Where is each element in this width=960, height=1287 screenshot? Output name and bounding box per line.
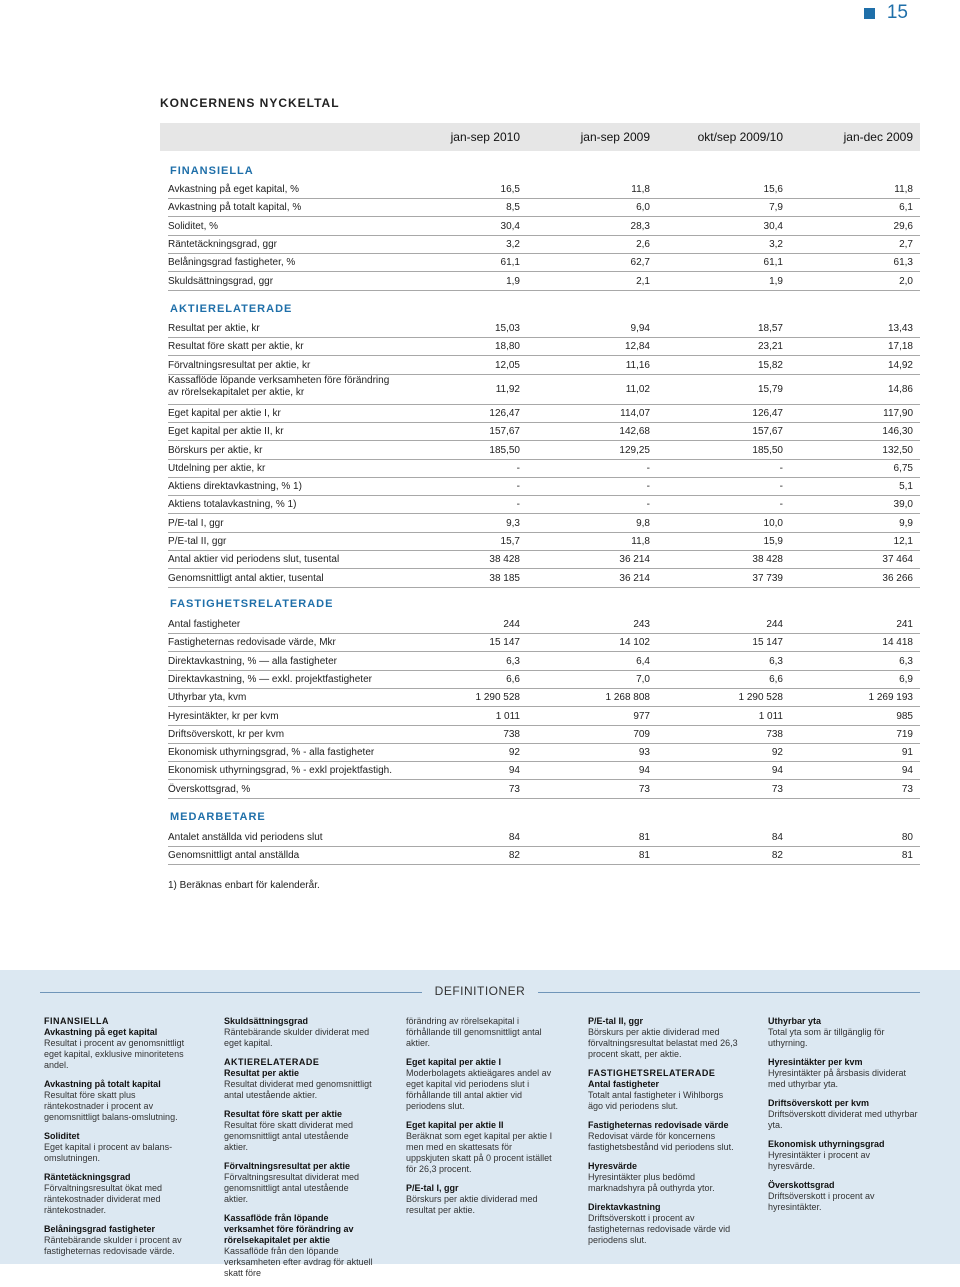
table-row — [168, 615, 920, 634]
cell-value: 94 — [771, 765, 783, 777]
row-label: Resultat före skatt per aktie, kr — [168, 341, 304, 353]
definitions-column — [588, 1016, 738, 1254]
row-label: Förvaltningsresultat per aktie, kr — [168, 359, 311, 371]
cell-value: 6,6 — [769, 673, 783, 685]
table-row — [168, 477, 920, 496]
row-label: Hyresintäkter, kr per kvm — [168, 710, 279, 722]
cell-value: - — [779, 499, 783, 511]
definition-entry — [406, 1057, 556, 1112]
column-header: jan-sep 2009 — [580, 130, 650, 144]
definition-entry — [44, 1172, 194, 1216]
definition-term: Ekonomisk uthyrningsgrad — [768, 1139, 885, 1149]
page-number — [864, 2, 908, 24]
cell-value: 29,6 — [893, 220, 913, 232]
page-title: KONCERNENS NYCKELTAL — [160, 96, 340, 110]
definition-entry — [768, 1057, 918, 1090]
cell-value: 38 428 — [752, 554, 783, 566]
cell-value: 2,0 — [899, 275, 913, 287]
definitions-heading: DEFINITIONER — [434, 984, 526, 998]
column-header: jan-sep 2010 — [450, 130, 520, 144]
definition-text: Börskurs per aktie dividerad med resultat per aktie. — [406, 1194, 538, 1215]
cell-value: 36 214 — [619, 572, 650, 584]
cell-value: 61,3 — [893, 257, 913, 269]
definitions-box — [0, 970, 960, 1278]
cell-value: 243 — [633, 619, 650, 630]
row-label: Avkastning på eget kapital, % — [168, 184, 300, 195]
cell-value: 244 — [766, 619, 783, 630]
definition-term: Uthyrbar yta — [768, 1016, 822, 1026]
cell-value: 2,7 — [899, 238, 913, 250]
definition-term: P/E-tal II, ggr — [588, 1016, 644, 1026]
cell-value: 1 290 528 — [475, 692, 520, 704]
cell-value: 38 428 — [489, 554, 520, 566]
cell-value: - — [516, 481, 520, 493]
definition-text: Redovisat värde för koncernens fastighetsbestånd vid periodens slut. — [588, 1131, 734, 1152]
table-row — [168, 743, 920, 762]
row-label: Resultat per aktie, kr — [168, 323, 260, 334]
cell-value: 73 — [901, 783, 913, 795]
cell-value: 241 — [896, 619, 913, 630]
cell-value: 977 — [633, 710, 650, 722]
cell-value: 84 — [771, 832, 783, 843]
row-label: Börskurs per aktie, kr — [168, 444, 263, 456]
cell-value: 15 147 — [489, 637, 520, 649]
table-row — [168, 337, 920, 356]
definition-text: Förvaltningsresultat ökat med räntekostnader dividerat med räntekostnader. — [44, 1183, 163, 1215]
table-row — [168, 550, 920, 569]
row-label: Soliditet, % — [168, 220, 219, 232]
cell-value: 37 739 — [752, 572, 783, 584]
cell-value: 11,16 — [625, 359, 650, 371]
definition-entry — [768, 1180, 918, 1213]
cell-value: 1,9 — [506, 275, 520, 287]
cell-value: 8,5 — [506, 202, 520, 214]
cell-value: - — [516, 462, 520, 474]
definition-term: Resultat per aktie — [224, 1068, 300, 1078]
cell-value: 82 — [508, 850, 520, 862]
row-label: Antalet anställda vid periodens slut — [168, 832, 323, 843]
cell-value: 15,9 — [763, 536, 783, 547]
definition-entry — [224, 1213, 374, 1279]
cell-value: 15,82 — [757, 359, 783, 371]
square-icon — [864, 8, 875, 19]
cell-value: 6,6 — [506, 673, 520, 685]
row-label: Avkastning på totalt kapital, % — [168, 202, 302, 214]
definition-term: Driftsöverskott per kvm — [768, 1098, 870, 1108]
definitions-column — [406, 1016, 556, 1224]
cell-value: 185,50 — [489, 444, 520, 456]
row-label: Driftsöverskott, kr per kvm — [168, 728, 285, 740]
cell-value: 142,68 — [619, 426, 650, 438]
cell-value: 17,18 — [887, 341, 913, 353]
cell-value: 62,7 — [630, 257, 650, 269]
cell-value: - — [779, 481, 783, 493]
definition-text: Hyresintäkter i procent av hyresvärde. — [768, 1150, 871, 1171]
definition-entry — [406, 1016, 556, 1049]
definition-text: Börskurs per aktie dividerad med förvaltningsresultat belastat med 26,3 procent skatt, per aktie. — [588, 1027, 738, 1059]
cell-value: 15,6 — [763, 184, 783, 195]
definition-text: Moderbolagets aktieägares andel av eget kapital vid periodens slut i förhållande till antal aktier vid periodens slut. — [406, 1068, 552, 1111]
definition-entry — [768, 1098, 918, 1131]
cell-value: - — [646, 499, 650, 511]
cell-value: 3,2 — [506, 238, 520, 250]
table-row — [168, 253, 920, 272]
column-header: jan-dec 2009 — [843, 130, 913, 144]
table-row — [168, 404, 920, 423]
cell-value: 94 — [508, 765, 520, 777]
cell-value: 709 — [633, 728, 650, 740]
cell-value: 157,67 — [489, 426, 520, 438]
definition-text: Resultat i procent av genomsnittligt eget kapital, exklusive minoritetens andel. — [44, 1038, 185, 1070]
table-row — [168, 828, 920, 847]
column-header: okt/sep 2009/10 — [697, 130, 783, 144]
definition-entry — [588, 1120, 738, 1153]
cell-value: 93 — [638, 747, 650, 759]
cell-value: 30,4 — [763, 220, 783, 232]
cell-value: 11,8 — [631, 184, 650, 195]
cell-value: 11,02 — [625, 383, 650, 395]
definition-entry — [224, 1161, 374, 1205]
cell-value: 6,3 — [506, 655, 520, 667]
cell-value: 15 147 — [752, 637, 783, 649]
definitions-column — [224, 1016, 374, 1287]
definition-term: P/E-tal I, ggr — [406, 1183, 459, 1193]
definitions-column — [44, 1016, 194, 1265]
cell-value: 1 011 — [495, 710, 520, 722]
definition-entry — [224, 1016, 374, 1049]
definition-text: Resultat före skatt plus räntekostnader i procent av genomsnittligt balans-omslutning. — [44, 1090, 178, 1122]
cell-value: 738 — [503, 728, 520, 740]
definition-text: Driftsöverskott i procent av fastigheternas redovisade värde vid periodens slut. — [588, 1213, 731, 1245]
cell-value: 38 185 — [489, 572, 520, 584]
cell-value: 14 418 — [882, 637, 913, 649]
cell-value: 7,0 — [636, 673, 650, 685]
cell-value: 126,47 — [752, 407, 783, 419]
definition-text: Resultat före skatt dividerat med genomsnittligt antal utestående aktier. — [224, 1120, 354, 1152]
page-number-text: 15 — [886, 2, 908, 23]
cell-value: 91 — [901, 747, 913, 759]
definition-entry — [588, 1068, 738, 1112]
table-row — [168, 272, 920, 291]
definition-text: Driftsöverskott dividerat med uthyrbar yta. — [768, 1109, 918, 1130]
definition-entry — [588, 1161, 738, 1194]
cell-value: 1 268 808 — [605, 692, 650, 704]
cell-value: 80 — [901, 832, 913, 843]
cell-value: 5,1 — [899, 481, 913, 493]
cell-value: 92 — [508, 747, 520, 759]
row-label: Aktiens totalavkastning, % 1) — [168, 499, 297, 511]
table-row — [168, 217, 920, 236]
cell-value: - — [779, 462, 783, 474]
definition-section: FASTIGHETSRELATERADE — [588, 1068, 716, 1078]
row-label: Genomsnittligt antal aktier, tusental — [168, 572, 324, 584]
cell-value: - — [516, 499, 520, 511]
cell-value: 81 — [638, 832, 650, 843]
cell-value: 28,3 — [630, 220, 650, 232]
cell-value: 81 — [901, 850, 913, 862]
cell-value: 114,07 — [620, 407, 650, 419]
cell-value: 36 214 — [619, 554, 650, 566]
table-row — [168, 235, 920, 254]
cell-value: 82 — [771, 850, 783, 862]
row-label: Antal aktier vid periodens slut, tusental — [168, 554, 340, 566]
cell-value: 1,9 — [769, 275, 783, 287]
cell-value: 37 464 — [882, 554, 913, 566]
row-label: Genomsnittligt antal anställda — [168, 850, 300, 862]
table-row — [168, 514, 920, 533]
definition-entry — [224, 1109, 374, 1153]
cell-value: 9,3 — [506, 517, 520, 529]
cell-value: 73 — [508, 783, 520, 795]
definition-text: Driftsöverskott i procent av hyresintäkter. — [768, 1191, 875, 1212]
cell-value: 7,9 — [769, 202, 783, 214]
definition-text: Eget kapital i procent av balans-omslutningen. — [44, 1142, 173, 1163]
row-label: Ekonomisk uthyrningsgrad, % - alla fastigheter — [168, 747, 375, 759]
definition-entry — [224, 1057, 374, 1101]
cell-value: 36 266 — [882, 572, 913, 584]
definition-entry — [44, 1016, 194, 1071]
cell-value: 6,1 — [899, 202, 913, 214]
table-row — [168, 652, 920, 671]
definition-term: Skuldsättningsgrad — [224, 1016, 309, 1026]
table-row — [168, 495, 920, 514]
cell-value: 84 — [508, 832, 520, 843]
table-row — [168, 633, 920, 652]
definition-text: Totalt antal fastigheter i Wihlborgs ägo vid periodens slut. — [588, 1090, 724, 1111]
cell-value: 146,30 — [882, 426, 913, 438]
cell-value: 61,1 — [763, 257, 783, 269]
table-row — [168, 670, 920, 689]
cell-value: 12,1 — [893, 536, 913, 547]
definition-text: Total yta som är tillgänglig för uthyrning. — [768, 1027, 885, 1048]
cell-value: 985 — [896, 710, 913, 722]
cell-value: 14,86 — [887, 383, 913, 395]
definition-term: Direktavkastning — [588, 1202, 661, 1212]
definition-term: Kassaflöde från löpande verksamhet före förändring av rörelsekapitalet per aktie — [224, 1213, 354, 1245]
cell-value: 11,8 — [631, 536, 650, 547]
section-heading: AKTIERELATERADE — [170, 303, 293, 315]
cell-value: 738 — [766, 728, 783, 740]
table-row — [168, 198, 920, 217]
cell-value: 73 — [771, 783, 783, 795]
cell-value: 13,43 — [887, 323, 913, 334]
cell-value: 6,9 — [899, 673, 913, 685]
cell-value: 9,9 — [899, 517, 913, 529]
cell-value: 12,05 — [494, 359, 520, 371]
table-row — [168, 422, 920, 441]
cell-value: 1 011 — [758, 710, 783, 722]
cell-value: 6,3 — [899, 655, 913, 667]
definition-entry — [588, 1202, 738, 1246]
table-row — [168, 180, 920, 199]
cell-value: 157,67 — [752, 426, 783, 438]
definition-term: Antal fastigheter — [588, 1079, 660, 1089]
row-label: Antal fastigheter — [168, 619, 241, 630]
footnote: 1) Beräknas enbart för kalenderår. — [168, 880, 320, 891]
definition-text: Kassaflöde från den löpande verksamheten efter avdrag för aktuell skatt före — [224, 1246, 373, 1278]
row-label: Ekonomisk uthyrningsgrad, % - exkl projektfastigh. — [168, 765, 392, 777]
definition-text: Hyresintäkter plus bedömd marknadshyra på outhyrda ytor. — [588, 1172, 715, 1193]
table-row — [168, 356, 920, 375]
cell-value: 719 — [896, 728, 913, 740]
definition-term: Avkastning på eget kapital — [44, 1027, 158, 1037]
row-label: Skuldsättningsgrad, ggr — [168, 275, 274, 287]
section-heading: FASTIGHETSRELATERADE — [170, 598, 334, 610]
cell-value: 15,7 — [500, 536, 520, 547]
row-label: Direktavkastning, % — alla fastigheter — [168, 655, 337, 667]
cell-value: 94 — [638, 765, 650, 777]
cell-value: 16,5 — [500, 184, 520, 195]
row-label: Aktiens direktavkastning, % 1) — [168, 481, 302, 493]
cell-value: - — [646, 462, 650, 474]
definition-entry — [44, 1079, 194, 1123]
definition-entry — [768, 1016, 918, 1049]
table-row — [168, 319, 920, 338]
definition-term: Belåningsgrad fastigheter — [44, 1224, 156, 1234]
row-label: Belåningsgrad fastigheter, % — [168, 257, 296, 269]
cell-value: 129,25 — [619, 444, 650, 456]
definition-text: Resultat dividerat med genomsnittligt antal utestående aktier. — [224, 1079, 372, 1100]
definition-section: FINANSIELLA — [44, 1016, 109, 1026]
section-heading: MEDARBETARE — [170, 811, 266, 823]
cell-value: 9,94 — [630, 323, 650, 334]
cell-value: 244 — [503, 619, 520, 630]
definition-section: AKTIERELATERADE — [224, 1057, 320, 1067]
table-row — [168, 707, 920, 726]
definitions-column — [768, 1016, 918, 1221]
row-label: Direktavkastning, % — exkl. projektfastigheter — [168, 673, 372, 685]
cell-value: 2,1 — [636, 275, 650, 287]
cell-value: 6,0 — [636, 202, 650, 214]
cell-value: 11,8 — [894, 184, 913, 195]
cell-value: 73 — [638, 783, 650, 795]
cell-value: 14,92 — [887, 359, 913, 371]
definition-entry — [44, 1224, 194, 1257]
cell-value: 18,57 — [757, 323, 783, 334]
cell-value: 30,4 — [500, 220, 520, 232]
definition-text: förändring av rörelsekapital i förhållande till genomsnittligt antal aktier. — [406, 1016, 542, 1048]
row-label: P/E-tal II, ggr — [168, 536, 227, 547]
cell-value: 9,8 — [636, 517, 650, 529]
definition-term: Resultat före skatt per aktie — [224, 1109, 343, 1119]
cell-value: 132,50 — [882, 444, 913, 456]
table-row — [168, 780, 920, 799]
definition-term: Fastigheternas redovisade värde — [588, 1120, 729, 1130]
cell-value: 23,21 — [757, 341, 783, 353]
definition-entry — [588, 1016, 738, 1060]
row-label: Kassaflöde löpande verksamheten före förändring av rörelsekapitalet per aktie, kr — [168, 374, 390, 398]
cell-value: 14 102 — [619, 637, 650, 649]
definition-term: Avkastning på totalt kapital — [44, 1079, 161, 1089]
definition-text: Förvaltningsresultat dividerat med genomsnittligt antal utestående aktier. — [224, 1172, 360, 1204]
table-row — [168, 569, 920, 588]
cell-value: 1 290 528 — [738, 692, 783, 704]
definition-term: Eget kapital per aktie II — [406, 1120, 504, 1130]
table-row — [168, 374, 920, 405]
cell-value: 6,3 — [769, 655, 783, 667]
cell-value: 126,47 — [489, 407, 520, 419]
table-row — [168, 846, 920, 865]
section-heading: FINANSIELLA — [170, 165, 254, 177]
definition-entry — [406, 1183, 556, 1216]
cell-value: 18,80 — [494, 341, 520, 353]
cell-value: 92 — [771, 747, 783, 759]
definition-term: Överskottsgrad — [768, 1180, 835, 1190]
cell-value: 61,1 — [500, 257, 520, 269]
cell-value: 12,84 — [624, 341, 650, 353]
definition-term: Hyresintäkter per kvm — [768, 1057, 863, 1067]
cell-value: 6,4 — [636, 655, 650, 667]
cell-value: 2,6 — [636, 238, 650, 250]
cell-value: 94 — [901, 765, 913, 777]
definition-entry — [768, 1139, 918, 1172]
definition-text: Hyresintäkter på årsbasis dividerat med uthyrbar yta. — [768, 1068, 907, 1089]
cell-value: 1 269 193 — [868, 692, 913, 704]
row-label: Utdelning per aktie, kr — [168, 462, 266, 474]
definition-entry — [44, 1131, 194, 1164]
table-row — [168, 441, 920, 460]
cell-value: 10,0 — [763, 517, 783, 529]
table-row — [168, 688, 920, 707]
cell-value: 3,2 — [769, 238, 783, 250]
row-label: P/E-tal I, ggr — [168, 517, 224, 529]
definition-text: Beräknat som eget kapital per aktie I men med en skattesats för uppskjuten skatt på 0 procent istället för 26,3 procent. — [406, 1131, 553, 1174]
cell-value: 11,92 — [495, 383, 520, 395]
cell-value: 81 — [638, 850, 650, 862]
definition-term: Hyresvärde — [588, 1161, 638, 1171]
table-row — [168, 532, 920, 551]
cell-value: 15,03 — [494, 323, 520, 334]
row-label: Eget kapital per aktie II, kr — [168, 426, 284, 438]
definition-text: Räntebärande skulder i procent av fastigheternas redovisade värde. — [44, 1235, 182, 1256]
column-header-bar — [160, 123, 920, 151]
cell-value: 39,0 — [893, 499, 913, 511]
definition-text: Räntebärande skulder dividerat med eget kapital. — [224, 1027, 370, 1048]
row-label: Överskottsgrad, % — [168, 783, 251, 795]
definition-entry — [406, 1120, 556, 1175]
table-row — [168, 761, 920, 780]
cell-value: 6,75 — [893, 462, 913, 474]
cell-value: - — [646, 481, 650, 493]
table-row — [168, 725, 920, 744]
cell-value: 185,50 — [752, 444, 783, 456]
definition-term: Soliditet — [44, 1131, 80, 1141]
row-label: Räntetäckningsgrad, ggr — [168, 238, 277, 250]
definition-term: Räntetäckningsgrad — [44, 1172, 131, 1182]
definition-term: Förvaltningsresultat per aktie — [224, 1161, 351, 1171]
row-label: Uthyrbar yta, kvm — [168, 692, 247, 704]
row-label: Fastigheternas redovisade värde, Mkr — [168, 637, 336, 649]
row-label: Eget kapital per aktie I, kr — [168, 407, 281, 419]
cell-value: 15,79 — [757, 383, 783, 395]
definition-term: Eget kapital per aktie I — [406, 1057, 502, 1067]
table-row — [168, 459, 920, 478]
cell-value: 117,90 — [883, 407, 913, 419]
